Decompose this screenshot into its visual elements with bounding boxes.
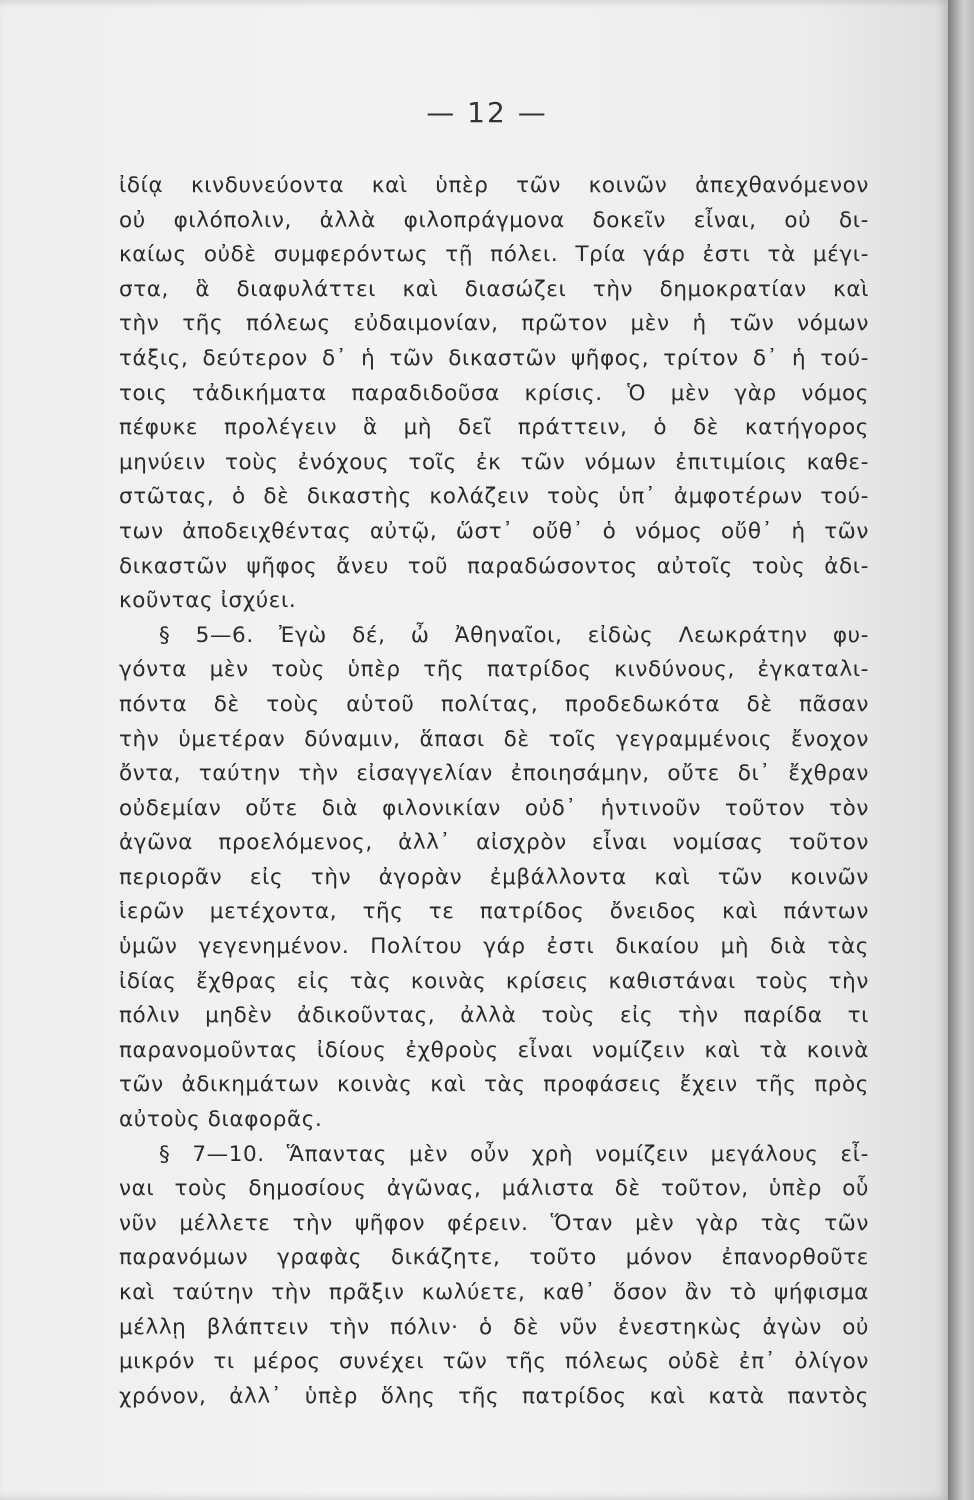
text-line: περιορᾶν εἰς τὴν ἀγορὰν ἐμβάλλοντα καὶ τῶν κοινῶν xyxy=(119,864,869,890)
text-line: μέλλῃ βλάπτειν τὴν πόλιν· ὁ δὲ νῦν ἐνεστηκὼς ἀγὼν οὐ xyxy=(119,1314,869,1340)
text-line: στῶτας, ὁ δὲ δικαστὴς κολάζειν τοὺς ὑπ᾽ ἀμφοτέρων τού- xyxy=(119,484,869,510)
text-line: γόντα μὲν τοὺς ὑπὲρ τῆς πατρίδος κινδύνους, ἐγκαταλι- xyxy=(119,657,869,683)
text-line: ἱερῶν μετέχοντα, τῆς τε πατρίδος ὄνειδος καὶ πάντων xyxy=(119,899,869,925)
text-line: ὄντα, ταύτην τὴν εἰσαγγελίαν ἐποιησάμην, οὔτε δι᾽ ἔχθραν xyxy=(119,761,869,787)
text-line: οὐ φιλόπολιν, ἀλλὰ φιλοπράγμονα δοκεῖν εἶναι, οὐ δι- xyxy=(119,207,869,233)
text-line: οὐδεμίαν οὔτε διὰ φιλονικίαν οὐδ᾽ ἡντινοῦν τοῦτον τὸν xyxy=(119,795,869,821)
text-line: τοις τἀδικήματα παραδιδοῦσα κρίσις. Ὁ μὲν γὰρ νόμος xyxy=(119,380,869,406)
text-line: μηνύειν τοὺς ἐνόχους τοῖς ἐκ τῶν νόμων ἐπιτιμίοις καθε- xyxy=(119,449,869,475)
page-body-text xyxy=(119,169,869,1414)
text-line: πέφυκε προλέγειν ἃ μὴ δεῖ πράττειν, ὁ δὲ κατήγορος xyxy=(119,415,869,441)
text-line: κοῦντας ἰσχύει. xyxy=(119,588,297,614)
text-line: καίως οὐδὲ συμφερόντως τῇ πόλει. Τρία γάρ ἐστι τὰ μέγι- xyxy=(119,242,869,268)
text-line: χρόνον, ἀλλ᾽ ὑπὲρ ὅλης τῆς πατρίδος καὶ κατὰ παντὸς xyxy=(119,1383,869,1409)
text-line: τάξις, δεύτερον δ᾽ ἡ τῶν δικαστῶν ψῆφος, τρίτον δ᾽ ἡ τού- xyxy=(119,345,869,371)
page-edge xyxy=(948,0,974,1500)
text-line: δικαστῶν ψῆφος ἄνευ τοῦ παραδώσοντος αὐτοῖς τοὺς ἀδι- xyxy=(119,553,869,579)
text-line: ὑμῶν γεγενημένον. Πολίτου γάρ ἐστι δικαίου μὴ διὰ τὰς xyxy=(119,934,869,960)
text-line: μικρόν τι μέρος συνέχει τῶν τῆς πόλεως οὐδὲ ἐπ᾽ ὀλίγον xyxy=(119,1349,869,1375)
text-line: καὶ ταύτην τὴν πρᾶξιν κωλύετε, καθ᾽ ὅσον ἂν τὸ ψήφισμα xyxy=(119,1280,869,1305)
text-line: ἀγῶνα προελόμενος, ἀλλ᾽ αἰσχρὸν εἶναι νομίσας τοῦτον xyxy=(119,830,869,856)
text-line: τῶν ἀδικημάτων κοινὰς καὶ τὰς προφάσεις ἔχειν τῆς πρὸς xyxy=(119,1072,869,1098)
text-line: παρανομοῦντας ἰδίους ἐχθροὺς εἶναι νομίζειν καὶ τὰ κοινὰ xyxy=(119,1037,869,1063)
section-heading-line: § 7—10. Ἅπαντας μὲν οὖν χρὴ νομίζειν μεγάλους εἶ- xyxy=(159,1141,869,1167)
text-line: στα, ἃ διαφυλάττει καὶ διασώζει τὴν δημοκρατίαν καὶ xyxy=(119,276,869,302)
section-heading-line: § 5—6. Ἐγὼ δέ, ὦ Ἀθηναῖοι, εἰδὼς Λεωκράτην φυ- xyxy=(159,622,869,648)
text-line: ἰδίας ἔχθρας εἰς τὰς κοινὰς κρίσεις καθιστάναι τοὺς τὴν xyxy=(119,968,869,994)
page-number: — 12 — xyxy=(426,96,548,129)
text-line: αὐτοὺς διαφορᾶς. xyxy=(119,1107,323,1133)
text-line: πόντα δὲ τοὺς αὑτοῦ πολίτας, προδεδωκότα δὲ πᾶσαν xyxy=(119,691,869,717)
text-line: των ἀποδειχθέντας αὐτῷ, ὥστ᾽ οὔθ᾽ ὁ νόμος οὔθ᾽ ἡ τῶν xyxy=(119,518,869,544)
text-line: ναι τοὺς δημοσίους ἀγῶνας, μάλιστα δὲ τοῦτον, ὑπὲρ οὗ xyxy=(119,1176,869,1202)
text-line: πόλιν μηδὲν ἀδικοῦντας, ἀλλὰ τοὺς εἰς τὴν παρίδα τι xyxy=(119,1003,869,1029)
text-line: ἰδίᾳ κινδυνεύοντα καὶ ὑπὲρ τῶν κοινῶν ἀπεχθανόμενον xyxy=(119,173,869,198)
text-line: παρανόμων γραφὰς δικάζητε, τοῦτο μόνον ἐπανορθοῦτε xyxy=(119,1245,869,1271)
text-line: τὴν τῆς πόλεως εὐδαιμονίαν, πρῶτον μὲν ἡ τῶν νόμων xyxy=(119,311,869,337)
text-line: νῦν μέλλετε τὴν ψῆφον φέρειν. Ὅταν μὲν γὰρ τὰς τῶν xyxy=(119,1210,869,1236)
text-line: τὴν ὑμετέραν δύναμιν, ἅπασι δὲ τοῖς γεγραμμένοις ἔνοχον xyxy=(119,726,869,752)
